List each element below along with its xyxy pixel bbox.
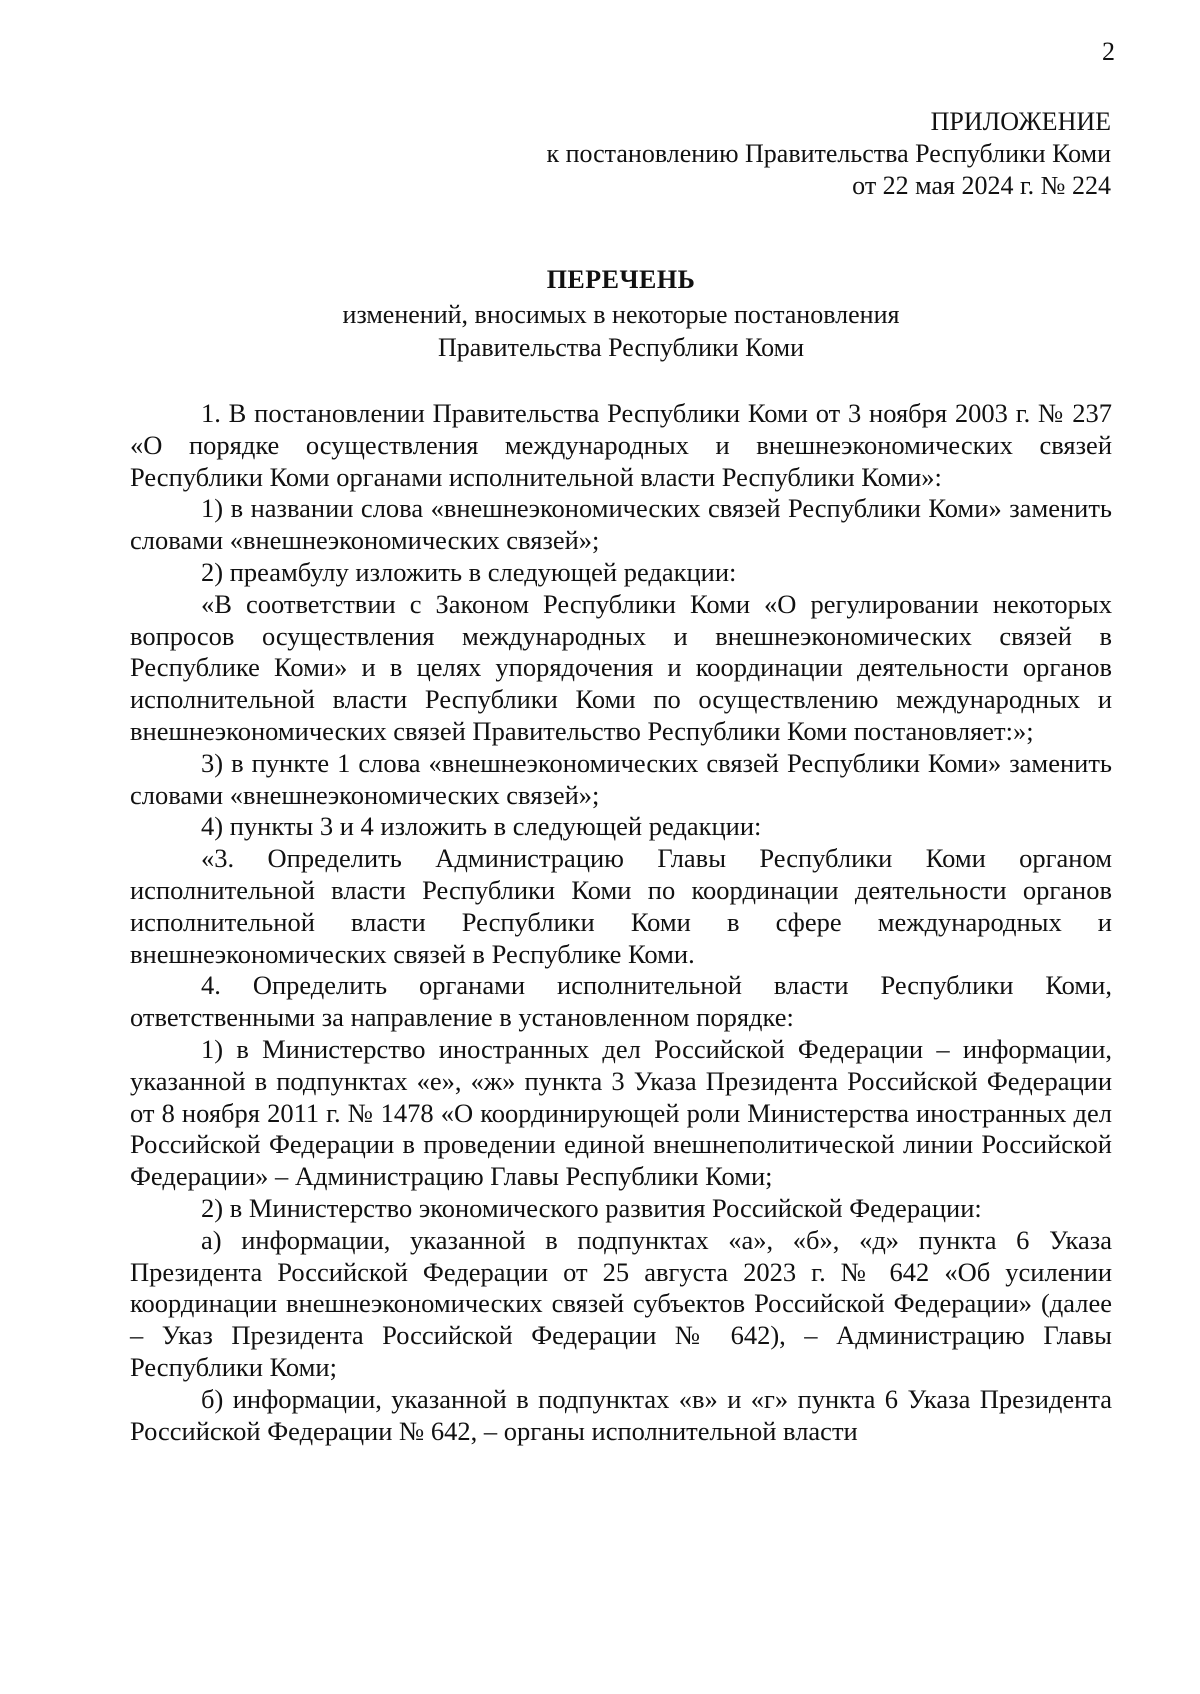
paragraph: б) информации, указанной в подпунктах «в» и «г» пункта 6 Указа Президента Российской Федерации № 642, – органы исполнительной власти — [130, 1383, 1112, 1446]
paragraph: 2) преамбулу изложить в следующей редакции: — [201, 556, 737, 587]
paragraph: 3) в пункте 1 слова «внешнеэкономических связей Республики Коми» заменить словами «внешнеэкономических связей»; — [130, 747, 1112, 810]
appendix-reference: к постановлению Правительства Республики Коми — [546, 139, 1111, 168]
paragraph: а) информации, указанной в подпунктах «а», «б», «д» пункта 6 Указа Президента Российской Федерации от 25 августа 2023 г. № 642 «Об усилении координации внешнеэкономических связей субъектов Российской Федерации» (далее – Указ Президента Российской Федерации № 642), – Администрацию Главы Республики Коми; — [130, 1224, 1112, 1382]
subtitle-line-2: Правительства Республики Коми — [438, 333, 804, 362]
paragraph: 2) в Министерство экономического развития Российской Федерации: — [201, 1192, 982, 1223]
paragraph: 1) в Министерство иностранных дел Российской Федерации – информации, указанной в подпунктах «е», «ж» пункта 3 Указа Президента Российской Федерации от 8 ноября 2011 г. № 1478 «О координирующей роли Министерства иностранных дел Российской Федерации в проведении единой внешнеполитической линии Российской Федерации» – Администрацию Главы Республики Коми; — [130, 1033, 1112, 1192]
appendix-title: ПРИЛОЖЕНИЕ — [930, 107, 1111, 136]
paragraph: 4. Определить органами исполнительной власти Республики Коми, ответственными за направление в установленном порядке: — [130, 970, 1112, 1033]
document-title: ПЕРЕЧЕНЬ — [546, 265, 696, 294]
paragraph: «В соответствии с Законом Республики Коми «О регулировании некоторых вопросов осуществления международных и внешнеэкономических связей в Республике Коми» и в целях упорядочения и координации деятельности органов исполнительной власти Республики Коми по осуществлению международных и внешнеэкономических связей Правительство Республики Коми постановляет:»; — [130, 588, 1112, 746]
paragraph: 4) пункты 3 и 4 изложить в следующей редакции: — [201, 811, 762, 842]
paragraph: «3. Определить Администрацию Главы Республики Коми органом исполнительной власти Республики Коми по координации деятельности органов исполнительной власти Республики Коми в сфере международных и внешнеэкономических связей в Республике Коми. — [130, 843, 1112, 969]
paragraph: 1. В постановлении Правительства Республики Коми от 3 ноября 2003 г. № 237 «О порядке осуществления международных и внешнеэкономических связей Республики Коми органами исполнительной власти Республики Коми»: — [130, 398, 1112, 492]
document-subtitle — [130, 298, 1112, 364]
appendix-header — [400, 106, 1111, 202]
subtitle-line-1: изменений, вносимых в некоторые постановления — [342, 300, 900, 329]
document-body — [130, 398, 1112, 1447]
appendix-date: от 22 мая 2024 г. № 224 — [852, 171, 1111, 200]
paragraph: 1) в названии слова «внешнеэкономических связей Республики Коми» заменить словами «внешнеэкономических связей»; — [130, 493, 1112, 556]
page-number: 2 — [1102, 37, 1115, 66]
